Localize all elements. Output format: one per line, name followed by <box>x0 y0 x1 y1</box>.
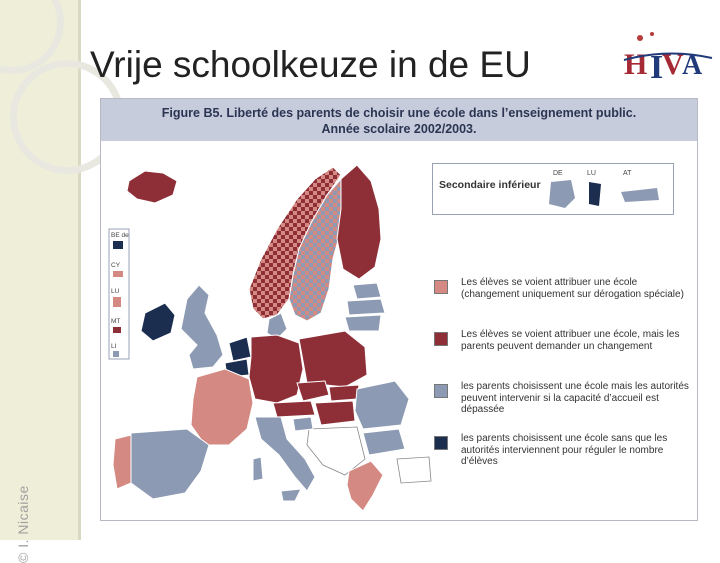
country-romania <box>355 381 409 429</box>
small-state-label: BE de <box>111 232 129 239</box>
legend-item <box>434 329 696 369</box>
country-iceland <box>127 171 177 203</box>
inset-label-at: AT <box>623 170 632 177</box>
svg-text:H: H <box>624 48 648 81</box>
small-state-mt <box>113 327 121 333</box>
country-france <box>191 369 253 445</box>
svg-text:A: A <box>682 50 703 81</box>
legend-swatch <box>434 332 448 346</box>
secondary-inset <box>432 163 674 215</box>
svg-text:V: V <box>662 48 684 81</box>
svg-text:I: I <box>650 49 664 86</box>
small-state-li <box>113 351 119 357</box>
country-uk <box>181 285 223 369</box>
legend-item <box>434 381 696 421</box>
legend-swatch <box>434 436 448 450</box>
figure-panel <box>100 98 698 521</box>
country-slovenia <box>293 417 313 431</box>
legend-swatch <box>434 384 448 398</box>
country-estonia <box>353 283 381 299</box>
small-state-label: MT <box>111 318 121 325</box>
inset-mini-maps <box>545 178 665 212</box>
country-spain <box>129 429 209 499</box>
country-lithuania <box>345 315 381 331</box>
figure-title-line2: Année scolaire 2002/2003. <box>321 122 477 136</box>
inset-title: Secondaire inférieur <box>439 179 541 191</box>
island-sicily <box>281 489 301 501</box>
region-turkey <box>397 457 431 483</box>
small-state-label: LU <box>111 288 120 295</box>
small-state-label: LI <box>111 343 117 350</box>
small-state-cy <box>113 271 123 277</box>
country-poland <box>299 331 367 387</box>
inset-label-de: DE <box>553 170 563 177</box>
legend-text: Les élèves se voient attribuer une école, mais les parents peuvent demander un changement <box>461 329 680 352</box>
figure-title-line1: Figure B5. Liberté des parents de choisir une école dans l’enseignement public. <box>161 106 637 120</box>
mini-map-de <box>549 180 575 208</box>
country-slovakia <box>329 385 359 401</box>
mini-map-at <box>621 188 659 202</box>
legend-item <box>434 277 696 317</box>
country-bulgaria <box>363 429 405 455</box>
mini-map-lu <box>589 182 601 206</box>
country-portugal <box>113 435 131 489</box>
legend-item <box>434 433 696 473</box>
legend-text: les parents choisissent une école mais les autorités peuvent intervenir si la capacité d’accueil est dépassée <box>461 381 689 415</box>
small-state-be-de <box>113 241 123 249</box>
legend-swatch <box>434 280 448 294</box>
country-hungary <box>315 401 355 425</box>
country-finland <box>337 165 381 279</box>
country-latvia <box>347 299 385 315</box>
legend-text: Les élèves se voient attribuer une école (changement uniquement sur dérogation spéciale) <box>461 277 684 300</box>
legend-text: les parents choisissent une école sans que les autorités interviennent pour réguler le nombre d’élèves <box>461 433 668 467</box>
island-sardinia <box>253 457 263 481</box>
country-germany <box>249 335 303 403</box>
country-czechia <box>297 381 329 401</box>
country-netherlands <box>229 337 251 361</box>
small-state-lu <box>113 297 121 307</box>
country-ireland <box>141 303 175 341</box>
copyright-text: © I. Nicaise <box>15 485 31 563</box>
slide-title: Vrije schoolkeuze in de EU <box>90 44 531 85</box>
small-state-label: CY <box>111 262 121 269</box>
inset-label-lu: LU <box>587 170 596 177</box>
country-austria <box>273 401 315 417</box>
hiva-logo <box>622 30 714 86</box>
